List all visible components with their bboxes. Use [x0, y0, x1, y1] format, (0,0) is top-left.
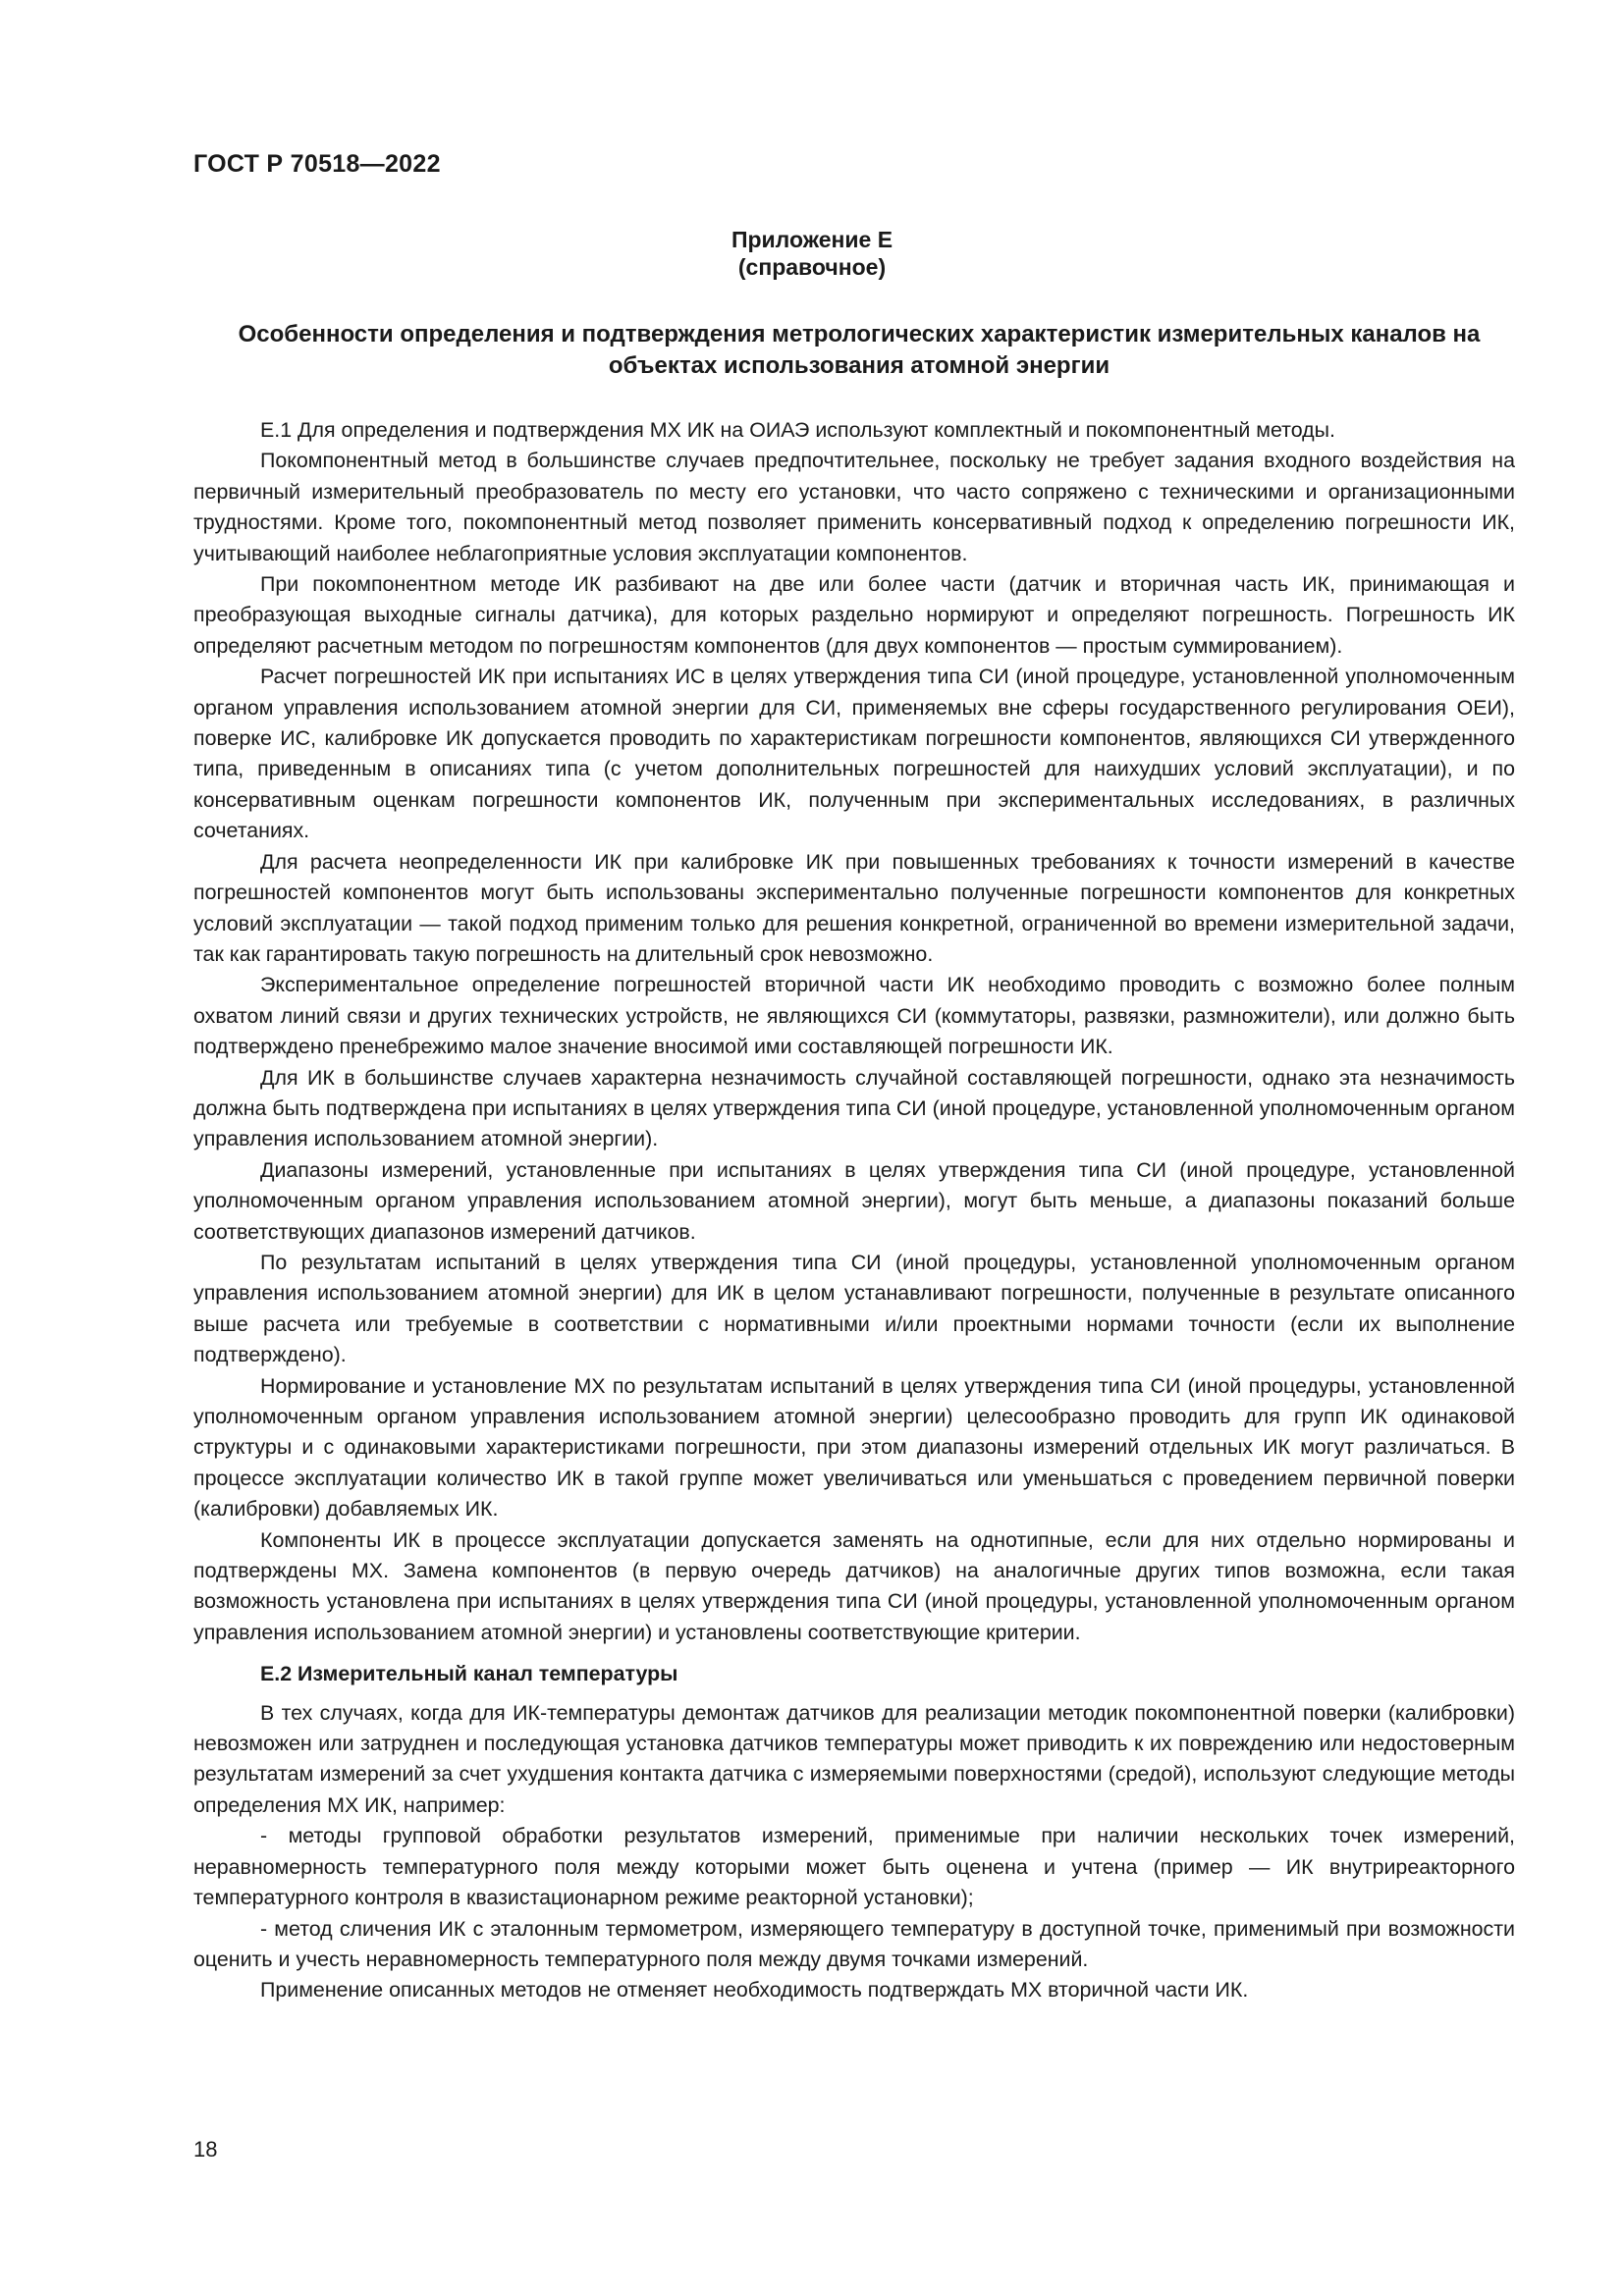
page-number: 18	[193, 2137, 218, 2162]
paragraph: Диапазоны измерений, установленные при испытаниях в целях утверждения типа СИ (иной процедуре, установленной уполномоченным органом управления использованием атомной энергии), могут быть меньше, а диапазоны показаний больше соответствующих диапазонов измерений датчиков.	[193, 1157, 1515, 1244]
appendix-heading	[0, 226, 1624, 281]
paragraph: В тех случаях, когда для ИК-температуры демонтаж датчиков для реализации методик покомпонентной поверки (калибровки) невозможен или затруднен и последующая установка датчиков температуры может приводить к их повреждению или недостоверным результатам измерений за счет ухудшения контакта датчика с измеряемыми поверхностями (средой), используют следующие методы определения МХ ИК, например:	[193, 1700, 1515, 1817]
paragraph: Экспериментальное определение погрешностей вторичной части ИК необходимо проводить с возможно более полным охватом линий связи и других технических устройств, не являющихся СИ (коммутаторы, развязки, размножители), или должно быть подтверждено пренебрежимо малое значение вносимой ими составляющей погрешности ИК.	[193, 973, 1515, 1059]
appendix-label: Приложение Е	[731, 227, 893, 252]
appendix-type: (справочное)	[737, 254, 887, 280]
paragraph: Для ИК в большинстве случаев характерна незначимость случайной составляющей погрешности, однако эта незначимость должна быть подтверждена при испытаниях в целях утверждения типа СИ (иной процедуре, установленной уполномоченным органом управления использованием атомной энергии).	[193, 1065, 1515, 1151]
document-body	[193, 415, 1515, 2006]
section-heading: Е.2 Измерительный канал температуры	[260, 1662, 678, 1686]
document-id-header: ГОСТ Р 70518—2022	[193, 150, 441, 178]
appendix-title: Особенности определения и подтверждения метрологических характеристик измерительных каналов на объектах использования атомной энергии	[238, 321, 1481, 379]
paragraph: Нормирование и установление МХ по результатам испытаний в целях утверждения типа СИ (иной процедуры, установленной уполномоченным органом управления использованием атомной энергии) целесообразно проводить для групп ИК одинаковой структуры и с одинаковыми характеристиками погрешности, при этом диапазоны измерений отдельных ИК могут различаться. В процессе эксплуатации количество ИК в такой группе может увеличиваться или уменьшаться с проведением первичной поверки (калибровки) добавляемых ИК.	[193, 1373, 1515, 1522]
paragraph: Компоненты ИК в процессе эксплуатации допускается заменять на однотипные, если для них отдельно нормированы и подтверждены МХ. Замена компонентов (в первую очередь датчиков) на аналогичные других типов возможна, если такая возможность установлена при испытаниях в целях утверждения типа СИ (иной процедуры, установленной уполномоченным органом управления использованием атомной энергии) и установлены соответствующие критерии.	[193, 1527, 1515, 1644]
list-item: - метод сличения ИК с эталонным термометром, измеряющего температуру в доступной точке, применимый при возможности оценить и учесть неравномерность температурного поля между двумя точками измерений.	[193, 1916, 1515, 1971]
section-e1	[193, 415, 1515, 1648]
paragraph: Для расчета неопределенности ИК при калибровке ИК при повышенных требованиях к точности измерений в качестве погрешностей компонентов могут быть использованы экспериментально полученные погрешности компонентов для конкретных условий эксплуатации — такой подход применим только для решения конкретной, ограниченной во времени измерительной задачи, так как гарантировать такую погрешность на длительный срок невозможно.	[193, 849, 1515, 966]
section-e2	[193, 1659, 1515, 2005]
paragraph: Расчет погрешностей ИК при испытаниях ИС в целях утверждения типа СИ (иной процедуре, установленной уполномоченным органом управления использованием атомной энергии для СИ, применяемых вне сферы государственного регулирования ОЕИ), поверке ИС, калибровке ИК допускается проводить по характеристикам погрешности компонентов, являющихся СИ утвержденного типа, приведенным в описаниях типа (с учетом дополнительных погрешностей для наихудших условий эксплуатации), и по консервативным оценкам погрешности компонентов ИК, полученным при экспериментальных исследованиях, в различных сочетаниях.	[193, 665, 1515, 843]
paragraph: По результатам испытаний в целях утверждения типа СИ (иной процедуры, установленной уполномоченным органом управления использованием атомной энергии) для ИК в целом устанавливают погрешности, полученные в результате описанного выше расчета или требуемые в соответствии с нормативными и/или проектными нормами точности (если их выполнение подтверждено).	[193, 1250, 1515, 1367]
paragraph: Применение описанных методов не отменяет необходимость подтверждать МХ вторичной части ИК.	[260, 1978, 1249, 2002]
list-item: - методы групповой обработки результатов измерений, применимые при наличии нескольких точек измерений, неравномерность температурного поля между которыми может быть оценена и учтена (пример — ИК внутриреакторного температурного контроля в квазистационарном режиме реакторной установки);	[193, 1824, 1515, 1910]
paragraph: Е.1 Для определения и подтверждения МХ ИК на ОИАЭ используют комплектный и покомпонентный методы.	[260, 418, 1335, 442]
paragraph: Покомпонентный метод в большинстве случаев предпочтительнее, поскольку не требует задания входного воздействия на первичный измерительный преобразователь по месту его установки, что часто сопряжено с техническими и организационными трудностями. Кроме того, покомпонентный метод позволяет применить консервативный подход к определению погрешности ИК, учитывающий наиболее неблагоприятные условия эксплуатации компонентов.	[193, 449, 1515, 565]
paragraph: При покомпонентном методе ИК разбивают на две или более части (датчик и вторичная часть ИК, принимающая и преобразующая выходные сигналы датчика), для которых раздельно нормируют и определяют погрешность. Погрешность ИК определяют расчетным методом по погрешностям компонентов (для двух компонентов — простым суммированием).	[193, 572, 1515, 658]
